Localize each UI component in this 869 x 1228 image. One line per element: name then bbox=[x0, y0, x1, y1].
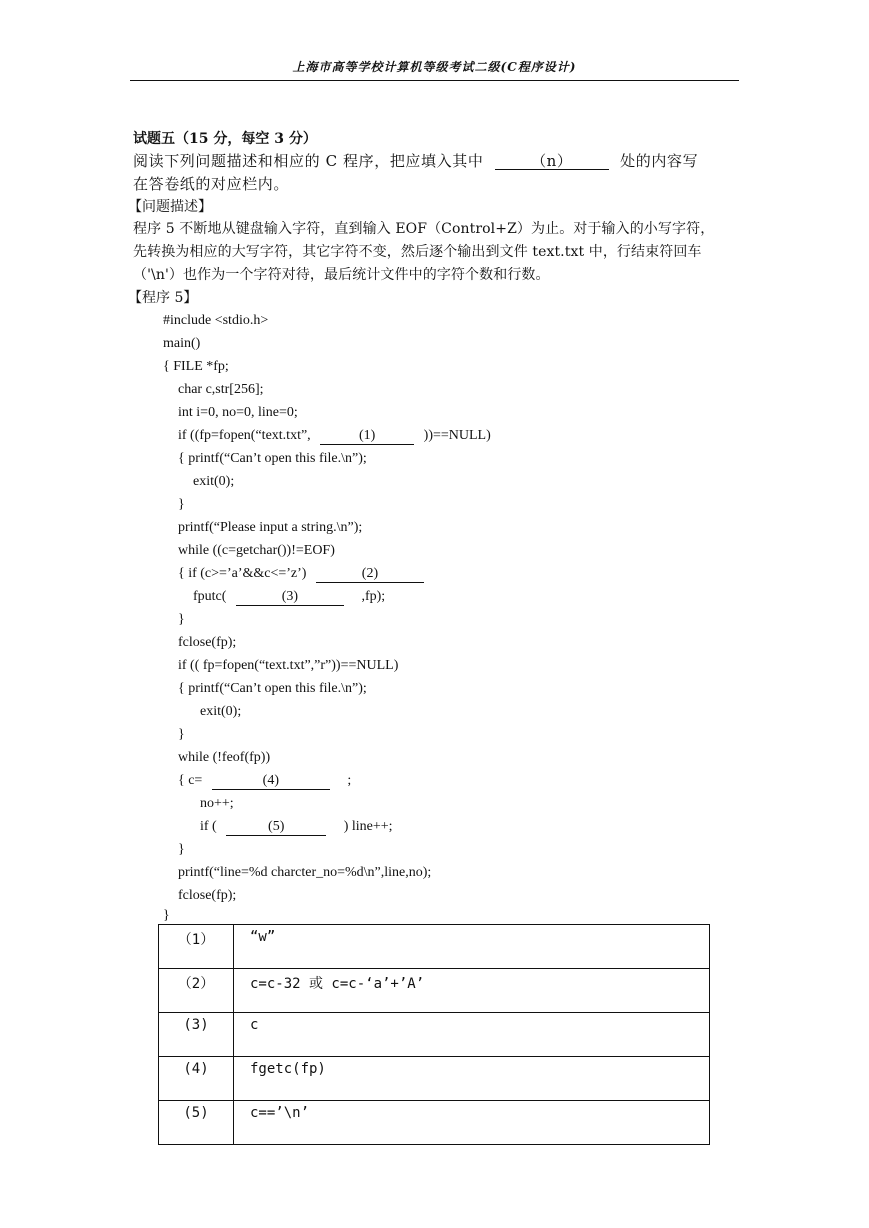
intro-blank: （n） bbox=[495, 153, 609, 170]
code-line: while (!feof(fp)) bbox=[178, 750, 271, 765]
code-line: fclose(fp); bbox=[178, 635, 237, 650]
code-blank-1: (1) bbox=[320, 428, 414, 445]
code-text: if ((fp=fopen(“text.txt”, bbox=[178, 428, 311, 443]
code-line: printf(“Please input a string.\n”); bbox=[178, 520, 363, 535]
code-line: } bbox=[163, 908, 170, 923]
code-text: ,fp); bbox=[361, 589, 386, 604]
answer-value: c=c-32 或 c=c-‘a’+’A’ bbox=[234, 969, 710, 1013]
code-line: } bbox=[178, 497, 185, 512]
answer-value: fgetc(fp) bbox=[234, 1057, 710, 1101]
code-line: } bbox=[178, 612, 185, 627]
code-line: main() bbox=[163, 336, 201, 351]
description-line-3: （'\n'）也作为一个字符对待，最后统计文件中的字符个数和行数。 bbox=[133, 267, 550, 283]
intro-line-2: 在答卷纸的对应栏内。 bbox=[133, 175, 290, 193]
code-line: exit(0); bbox=[193, 474, 235, 489]
code-line: { FILE *fp; bbox=[163, 359, 229, 374]
intro-text-pre: 阅读下列问题描述和相应的 C 程序，把应填入其中 bbox=[133, 152, 484, 170]
code-blank-3: (3) bbox=[236, 589, 344, 606]
answer-number: （1） bbox=[159, 925, 234, 969]
code-line: #include <stdio.h> bbox=[163, 313, 269, 328]
answer-number: （2） bbox=[159, 969, 234, 1013]
code-line: int i=0, no=0, line=0; bbox=[178, 405, 298, 420]
answer-row bbox=[159, 925, 710, 969]
answer-row bbox=[159, 1013, 710, 1057]
code-line: } bbox=[178, 727, 185, 742]
answer-row bbox=[159, 969, 710, 1013]
code-line: fclose(fp); bbox=[178, 888, 237, 903]
code-line: { printf(“Can’t open this file.\n”); bbox=[178, 451, 367, 466]
answer-number: (3) bbox=[159, 1013, 234, 1057]
intro-line-1 bbox=[133, 151, 698, 171]
code-line: printf(“line=%d charcter_no=%d\n”,line,no); bbox=[178, 865, 432, 880]
code-blank-4: (4) bbox=[212, 773, 330, 790]
code-line: { printf(“Can’t open this file.\n”); bbox=[178, 681, 367, 696]
code-line-blank-3 bbox=[193, 587, 385, 607]
header-rule bbox=[130, 80, 739, 81]
code-blank-2: (2) bbox=[316, 566, 424, 583]
code-text: ; bbox=[347, 773, 352, 788]
code-blank-5: (5) bbox=[226, 819, 326, 836]
code-line-blank-2 bbox=[178, 564, 424, 584]
answer-number: (4) bbox=[159, 1057, 234, 1101]
code-text: { c= bbox=[178, 773, 203, 788]
code-text: ) line++; bbox=[343, 819, 393, 834]
code-line-blank-5 bbox=[200, 817, 393, 837]
answer-row bbox=[159, 1057, 710, 1101]
description-line-2: 先转换为相应的大写字符，其它字符不变，然后逐个输出到文件 text.txt 中，行结束符回车 bbox=[133, 244, 702, 260]
answer-row bbox=[159, 1101, 710, 1145]
code-line: exit(0); bbox=[200, 704, 242, 719]
code-text: fputc( bbox=[193, 589, 227, 604]
code-line: if (( fp=fopen(“text.txt”,”r”))==NULL) bbox=[178, 658, 399, 673]
code-text: if ( bbox=[200, 819, 217, 834]
page-header: 上海市高等学校计算机等级考试二级(C程序设计) bbox=[292, 60, 577, 74]
question-title: 试题五（15 分，每空 3 分） bbox=[133, 131, 317, 147]
answer-value: c bbox=[234, 1013, 710, 1057]
intro-text-post: 处的内容写 bbox=[620, 152, 699, 170]
program-heading: 【程序 5】 bbox=[128, 290, 198, 306]
answer-table bbox=[158, 924, 710, 1145]
answer-value: “w” bbox=[234, 925, 710, 969]
code-line-blank-1 bbox=[178, 426, 491, 446]
answer-number: (5) bbox=[159, 1101, 234, 1145]
code-line: char c,str[256]; bbox=[178, 382, 264, 397]
code-text: { if (c>=’a’&&c<=’z’) bbox=[178, 566, 307, 581]
problem-heading: 【问题描述】 bbox=[128, 199, 212, 215]
answer-value: c==’\n’ bbox=[234, 1101, 710, 1145]
code-line: while ((c=getchar())!=EOF) bbox=[178, 543, 335, 558]
code-text: ))==NULL) bbox=[423, 428, 491, 443]
code-line-blank-4 bbox=[178, 771, 351, 791]
code-line: } bbox=[178, 842, 185, 857]
description-line-1: 程序 5 不断地从键盘输入字符，直到输入 EOF（Control+Z）为止。对于输入的小写字符， bbox=[133, 221, 715, 237]
code-line: no++; bbox=[200, 796, 234, 811]
